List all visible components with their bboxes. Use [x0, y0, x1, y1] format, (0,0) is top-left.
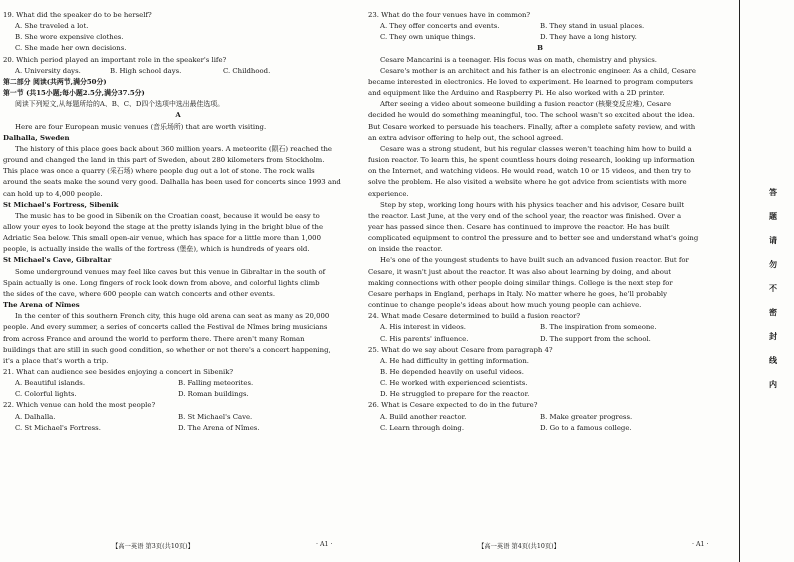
- passage-line: He's one of the youngest students to have built such an advanced fusion reactor. But for: [380, 256, 689, 265]
- venue-line: can hold up to 4,000 people.: [3, 189, 103, 198]
- question-21-stem: 21. What can audience see besides enjoying a concert in Sibenik?: [3, 368, 234, 376]
- passage-line: solve the problem. He also visited a website where he got advice from scientists with more: [368, 178, 687, 187]
- option-24d: D. The support from the school.: [540, 334, 651, 343]
- passage-line: experience.: [368, 189, 409, 198]
- options-20: [3, 66, 353, 77]
- venue-line: buildings that are still in such good condition, so whether or not there's a concert happening,: [3, 345, 331, 354]
- side-char: 勿: [769, 259, 777, 269]
- passage-line: After seeing a video about someone building a fusion reactor (核聚变反应堆), Cesare: [380, 100, 672, 109]
- passage-label-a: A: [175, 111, 181, 120]
- right-page: [368, 10, 712, 434]
- question-25-stem: 25. What do we say about Cesare from paragraph 4?: [368, 345, 553, 354]
- left-page: [3, 10, 353, 434]
- passage-line: became interested in electronics. He loved to experiment. He learned to program computers: [368, 77, 693, 86]
- venue-line: ground and changed the land in this part of Sweden, about 280 kilometers from Stockholm.: [3, 156, 325, 165]
- option-23a: A. They offer concerts and events.: [380, 22, 500, 31]
- options-22-row1: [3, 412, 353, 423]
- binding-line: [739, 0, 740, 562]
- side-char: 密: [769, 307, 777, 317]
- passage-line: Cesare, it wasn't just about the reactor. It was also about learning by doing, and about: [368, 267, 672, 276]
- option-26b: B. Make greater progress.: [540, 412, 633, 421]
- option-26a: A. Build another reactor.: [380, 412, 467, 421]
- passage-line: Cesare's mother is an architect and his father is an electronic engineer. As a child, Cesare: [380, 66, 696, 75]
- option-22b: B. St Michael's Cave.: [178, 412, 253, 421]
- passage-line: But Cesare worked to persuade his teachers. Finally, after a complete safety review, and with: [368, 122, 696, 131]
- option-25d: D. He struggled to prepare for the reactor.: [380, 390, 530, 399]
- option-26c: C. Learn through doing.: [380, 423, 465, 432]
- venue-title-cave: St Michael's Cave, Gibraltar: [3, 256, 112, 265]
- options-22-row2: [3, 423, 353, 434]
- question-22-stem: 22. Which venue can hold the most people?: [3, 401, 156, 410]
- venue-title-fortress: St Michael's Fortress, Sibenik: [3, 200, 119, 209]
- option-25a: A. He had difficulty in getting information.: [380, 356, 529, 365]
- venue-line: This place was once a quarry (采石场) where people dug out a lot of stone. The rock walls: [3, 167, 315, 176]
- venue-line: Some underground venues may feel like caves but this venue in Gibraltar in the south of: [15, 267, 326, 276]
- option-23c: C. They own unique things.: [380, 33, 476, 42]
- side-char: 不: [769, 283, 777, 293]
- option-19c: C. She made her own decisions.: [15, 44, 127, 53]
- venue-line: the sides of the cave, where 600 people can watch concerts and other events.: [3, 289, 276, 298]
- passage-line: Cesare Mancarini is a teenager. His focus was on math, chemistry and physics.: [380, 55, 657, 64]
- left-page-code: · A1 ·: [316, 541, 333, 548]
- right-page-footer: 【高一英语 第4页(共10页)】: [478, 543, 560, 550]
- part-two-heading: 第二部分 阅读(共两节,满分50分): [3, 77, 107, 86]
- options-21-row1: [3, 378, 353, 389]
- passage-line: year has passed since then. Cesare has continued to improve the reactor. He has built: [368, 222, 670, 231]
- side-char: 封: [769, 331, 777, 341]
- passage-line: the reactor. Last June, at the very end of the school year, the reactor was finished. Over a: [368, 211, 682, 220]
- option-23b: B. They stand in usual places.: [540, 22, 645, 31]
- option-26d: D. Go to a famous college.: [540, 423, 632, 432]
- side-char: 题: [769, 211, 777, 221]
- option-22d: D. The Arena of Nîmes.: [178, 423, 260, 432]
- options-24-row1: [368, 322, 712, 333]
- venue-line: allow your eyes to look beyond the stage at the pretty islands lying in the bright blue of the: [3, 222, 324, 231]
- question-24-stem: 24. What made Cesare determined to build a fusion reactor?: [368, 312, 581, 321]
- options-21-row2: [3, 389, 353, 400]
- passage-line: Cesare perhaps in England, perhaps in Italy. No matter where he goes, he'll probably: [368, 289, 667, 298]
- side-char: 请: [769, 235, 777, 245]
- options-26-row1: [368, 412, 712, 423]
- option-24a: A. His interest in videos.: [380, 323, 466, 332]
- options-23-row1: [368, 21, 712, 32]
- venue-line: The music has to be good in Sibenik on the Croatian coast, because it would be easy to: [15, 211, 320, 220]
- option-19a: A. She traveled a lot.: [15, 22, 89, 31]
- passage-line: on inside the reactor.: [368, 245, 443, 254]
- option-22c: C. St Michael's Fortress.: [15, 423, 101, 432]
- venue-line: people, is actually inside the walls of the fortress (堡垒), which is hundreds of years old.: [3, 245, 310, 254]
- passage-line: continue to change people's ideas about how much young people can achieve.: [368, 301, 642, 310]
- option-24b: B. The inspiration from someone.: [540, 323, 657, 332]
- option-20c: C. Childhood.: [223, 66, 271, 75]
- option-21b: B. Falling meteorites.: [178, 379, 254, 388]
- question-26-stem: 26. What is Cesare expected to do in the future?: [368, 401, 538, 410]
- left-page-footer: 【高一英语 第3页(共10页)】: [112, 543, 194, 550]
- binding-margin-notice: [765, 180, 781, 396]
- venue-line: around the seats make the sound very good. Dalhalla has been used for concerts since 1993 and: [3, 178, 341, 187]
- option-20b: B. High school days.: [110, 66, 182, 75]
- option-20a: A. University days.: [15, 66, 81, 75]
- question-23-stem: 23. What do the four venues have in common?: [368, 11, 531, 19]
- question-20-stem: 20. Which period played an important role in the speaker's life?: [3, 55, 227, 64]
- venue-line: In the center of this southern French city, this huge old arena can seat as many as 20,000: [15, 312, 330, 321]
- passage-a-intro: Here are four European music venues (音乐场所) that are worth visiting.: [15, 122, 267, 131]
- side-char: 内: [769, 379, 777, 389]
- venue-line: Spain actually is one. Long fingers of rock look down from above, and colorful lights climb: [3, 278, 320, 287]
- option-22a: A. Dalhalla.: [15, 412, 56, 421]
- passage-line: and equipment like the Arduino and Raspberry Pi. He also worked with a 2D printer.: [368, 89, 665, 98]
- passage-line: Step by step, working long hours with his physics teacher and his advisor, Cesare built: [380, 200, 685, 209]
- passage-line: decided he would do something meaningful, too. The school wasn't so excited about the idea.: [368, 111, 695, 120]
- venue-line: it's a place that's worth a trip.: [3, 356, 109, 365]
- option-19b: B. She wore expensive clothes.: [15, 33, 124, 42]
- options-23-row2: [368, 32, 712, 43]
- venue-title-dalhalla: Dalhalla, Sweden: [3, 133, 70, 142]
- passage-label-b: B: [537, 44, 543, 53]
- passage-line: an extra advisor offering to help out, the school agreed.: [368, 133, 564, 142]
- section-one-heading: 第一节 (共15小题;每小题2.5分,满分37.5分): [3, 89, 145, 98]
- options-24-row2: [368, 334, 712, 345]
- option-21c: C. Colorful lights.: [15, 390, 77, 399]
- side-char: 线: [769, 355, 777, 365]
- passage-line: making connections with other people doing similar things. College is the next step for: [368, 278, 673, 287]
- passage-line: on the Internet, and watching videos. He would read, watch 10 or 15 videos, and then try to: [368, 167, 691, 176]
- right-page-code: · A1 ·: [692, 541, 709, 548]
- options-26-row2: [368, 423, 712, 434]
- venue-title-arena: The Arena of Nîmes: [3, 301, 80, 310]
- option-21a: A. Beautiful islands.: [15, 379, 86, 388]
- option-25c: C. He worked with experienced scientists.: [380, 379, 528, 388]
- reading-instructions: 阅读下列短文,从每题所给的A、B、C、D四个选项中选出最佳选项。: [15, 100, 225, 109]
- option-23d: D. They have a long history.: [540, 33, 637, 42]
- passage-line: complicated equipment to control the pressure and to better see and understand what's going: [368, 234, 699, 243]
- question-19-stem: 19. What did the speaker do to be herself?: [3, 11, 152, 19]
- passage-line: Cesare was a strong student, but his regular classes weren't teaching him how to build a: [380, 144, 692, 153]
- option-24c: C. His parents' influence.: [380, 334, 469, 343]
- venue-line: The history of this place goes back about 360 million years. A meteorite (陨石) reached the: [15, 144, 332, 153]
- side-char: 答: [769, 187, 777, 197]
- venue-line: Adriatic Sea below. This small open-air venue, which has space for a little more than 1,000: [3, 234, 321, 243]
- option-21d: D. Roman buildings.: [178, 390, 249, 399]
- venue-line: from across France and around the world to perform there. There aren't many Roman: [3, 334, 305, 343]
- passage-line: fusion reactor. To learn this, he spent countless hours doing research, looking up information: [368, 156, 695, 165]
- option-25b: B. He depended heavily on useful videos.: [380, 368, 524, 376]
- venue-line: people. And every summer, a series of concerts called the Festival de Nîmes bring musicians: [3, 323, 328, 332]
